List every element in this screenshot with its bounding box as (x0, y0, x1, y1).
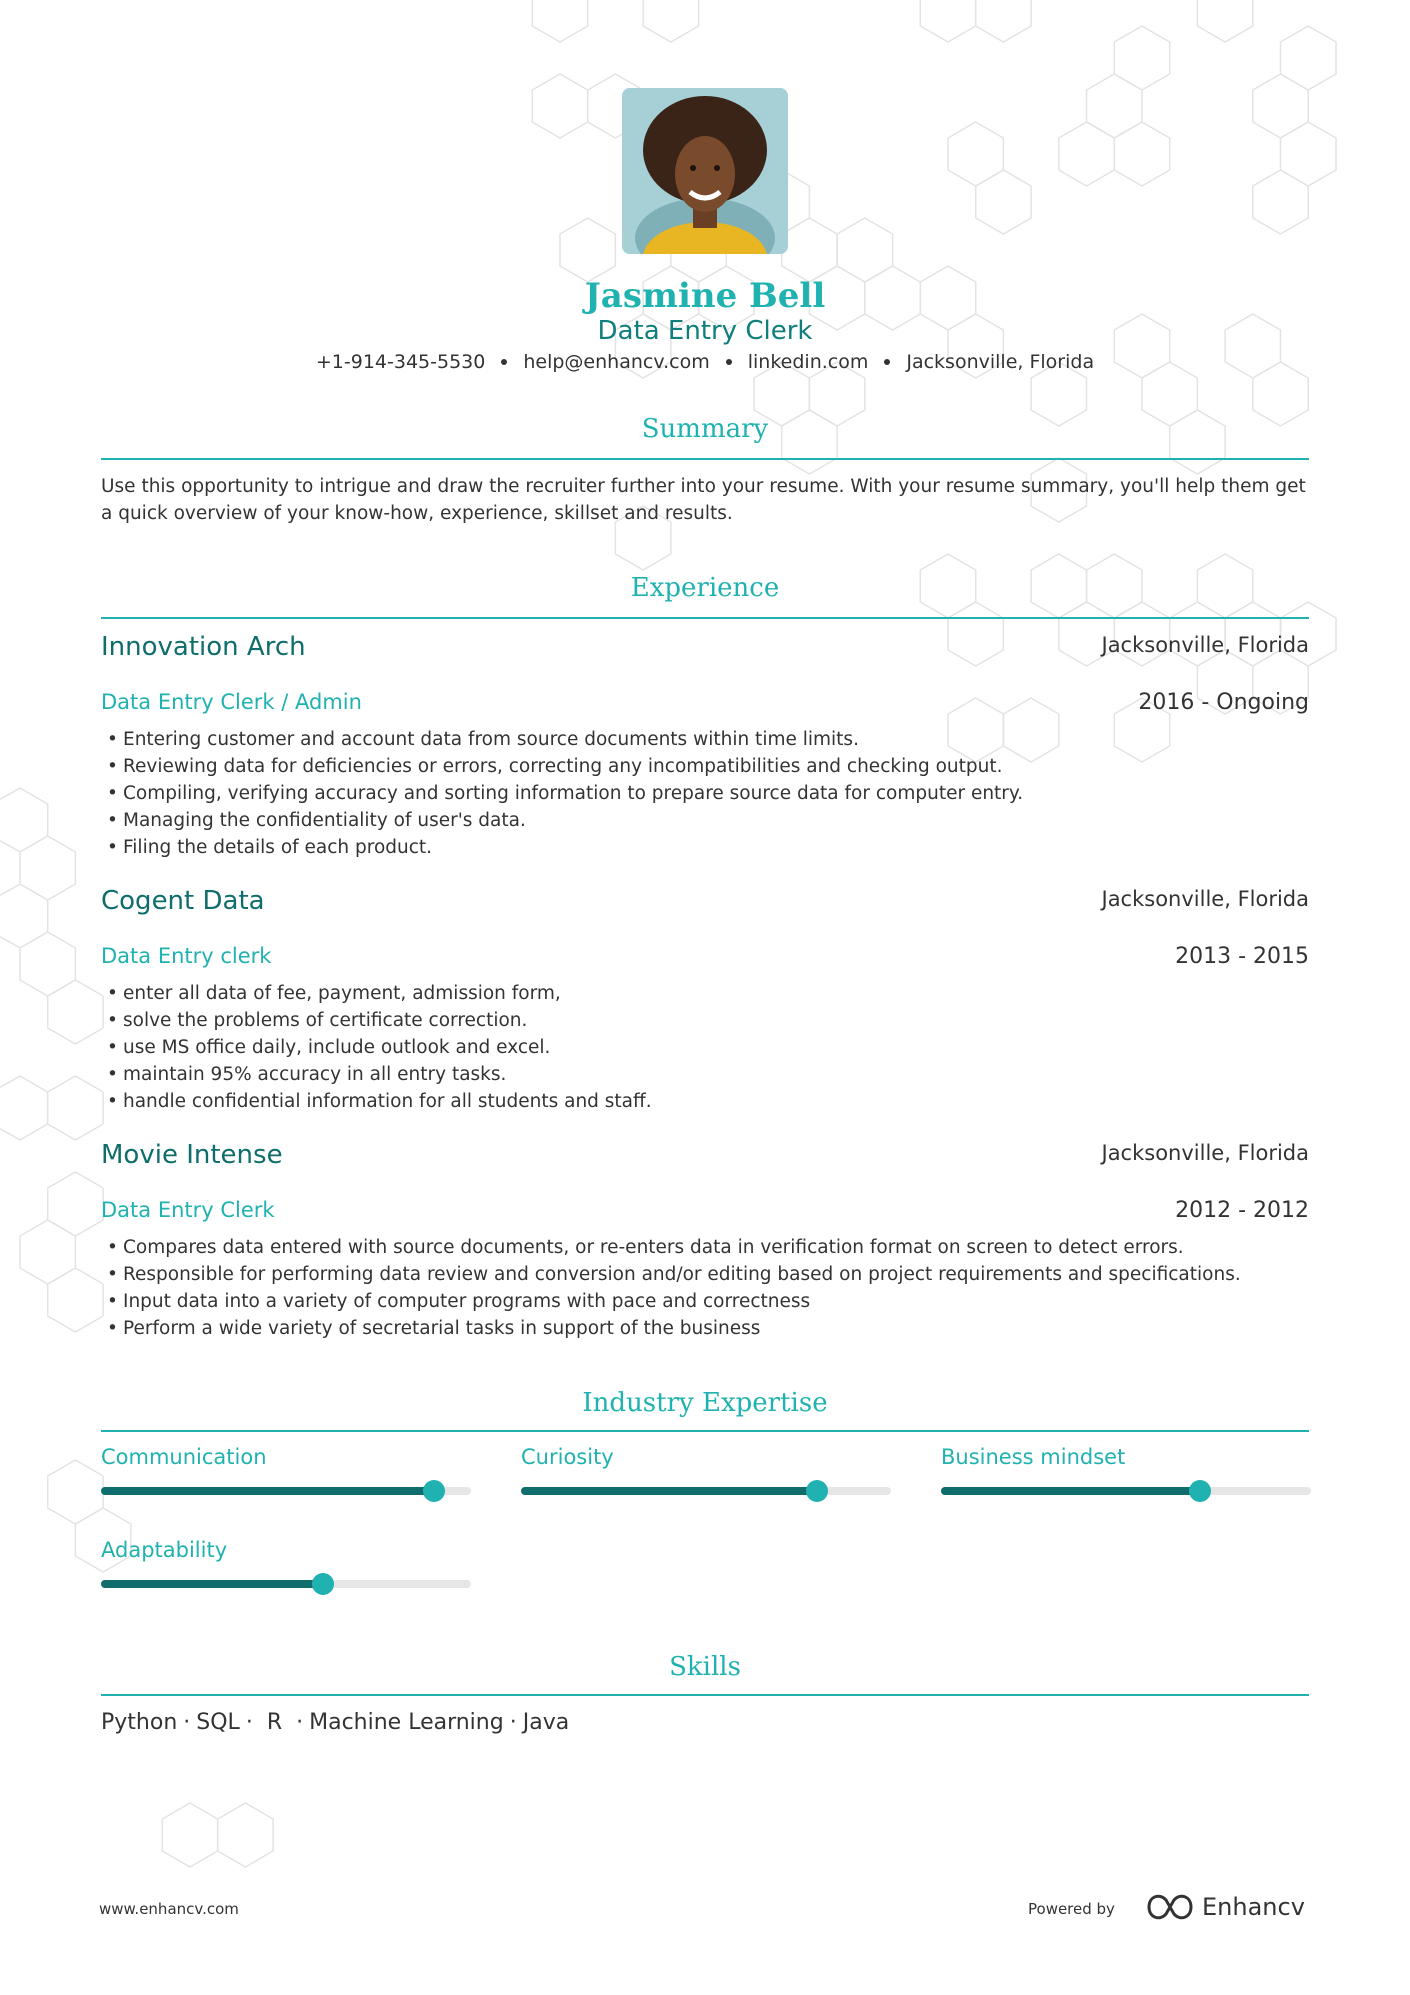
job-location: Jacksonville, Florida (1101, 1141, 1309, 1165)
skill-tag: SQL (196, 1710, 240, 1735)
list-item: • Managing the confidentiality of user's data. (101, 807, 1301, 834)
job-company: Innovation Arch (101, 632, 306, 662)
list-item: • Reviewing data for deficiencies or errors, correcting any incompatibilities and checking output. (101, 753, 1301, 780)
list-item: • Compiling, verifying accuracy and sorting information to prepare source data for computer entry. (101, 780, 1301, 807)
job-location: Jacksonville, Florida (1101, 887, 1309, 911)
expertise-item (101, 1445, 471, 1495)
expertise-knob (1189, 1480, 1211, 1502)
list-item: • maintain 95% accuracy in all entry tasks. (101, 1061, 1301, 1088)
expertise-knob (423, 1480, 445, 1502)
list-item: • use MS office daily, include outlook and excel. (101, 1034, 1301, 1061)
email[interactable]: help@enhancv.com (523, 351, 710, 373)
list-item: • handle confidential information for all students and staff. (101, 1088, 1301, 1115)
separator: · (183, 1710, 191, 1735)
powered-by-label: Powered by (1028, 1900, 1115, 1918)
footer-url[interactable]: www.enhancv.com (99, 1900, 239, 1918)
job-dates: 2016 - Ongoing (1138, 690, 1309, 715)
expertise-knob (806, 1480, 828, 1502)
job-role: Data Entry clerk (101, 944, 272, 968)
linkedin[interactable]: linkedin.com (747, 351, 869, 373)
job-role: Data Entry Clerk (101, 1198, 275, 1222)
separator: · (296, 1710, 304, 1735)
brand-logo[interactable] (1146, 1893, 1305, 1921)
contact-line (0, 351, 1410, 373)
section-divider (101, 458, 1309, 460)
experience-heading: Experience (630, 573, 780, 603)
skill-tag: Python (101, 1710, 178, 1735)
skills-list (101, 1710, 569, 1735)
expertise-fill (101, 1580, 323, 1588)
job-dates: 2013 - 2015 (1175, 944, 1309, 969)
expertise-fill (521, 1487, 817, 1495)
expertise-fill (941, 1487, 1200, 1495)
avatar (622, 88, 788, 254)
phone: +1-914-345-5530 (315, 351, 486, 373)
expertise-item (941, 1445, 1311, 1495)
candidate-name: Jasmine Bell (584, 276, 826, 316)
expertise-heading: Industry Expertise (582, 1388, 828, 1418)
location: Jacksonville, Florida (906, 351, 1095, 373)
list-item: • Filing the details of each product. (101, 834, 1301, 861)
job-company: Cogent Data (101, 886, 265, 916)
expertise-bar (521, 1487, 891, 1495)
list-item: • Responsible for performing data review and conversion and/or editing based on project requirements and specifications. (101, 1261, 1301, 1288)
expertise-item (101, 1538, 471, 1588)
expertise-knob (312, 1573, 334, 1595)
expertise-bar (941, 1487, 1311, 1495)
job-bullets (101, 980, 1301, 1115)
job-location: Jacksonville, Florida (1101, 633, 1309, 657)
separator: · (509, 1710, 517, 1735)
expertise-fill (101, 1487, 434, 1495)
summary-heading: Summary (641, 414, 769, 444)
bullet-separator (501, 359, 507, 365)
separator: · (245, 1710, 253, 1735)
job-role: Data Entry Clerk / Admin (101, 690, 362, 714)
list-item: • Perform a wide variety of secretarial tasks in support of the business (101, 1315, 1301, 1342)
list-item: • Compares data entered with source documents, or re-enters data in verification format on screen to detect errors. (101, 1234, 1301, 1261)
list-item: • enter all data of fee, payment, admission form, (101, 980, 1301, 1007)
skill-tag: R (266, 1710, 283, 1735)
expertise-label: Business mindset (941, 1445, 1126, 1469)
skill-tag: Machine Learning (309, 1710, 504, 1735)
expertise-label: Curiosity (521, 1445, 614, 1469)
job-company: Movie Intense (101, 1140, 283, 1170)
profile-photo (622, 88, 788, 254)
expertise-bar (101, 1580, 471, 1588)
enhancv-logo-icon (1146, 1894, 1194, 1920)
bullet-separator (884, 359, 890, 365)
list-item: • solve the problems of certificate correction. (101, 1007, 1301, 1034)
brand-name: Enhancv (1202, 1893, 1305, 1921)
expertise-item (521, 1445, 891, 1495)
skills-heading: Skills (669, 1652, 741, 1682)
section-divider (101, 1694, 1309, 1696)
candidate-title: Data Entry Clerk (597, 316, 813, 346)
expertise-bar (101, 1487, 471, 1495)
section-divider (101, 617, 1309, 619)
job-dates: 2012 - 2012 (1175, 1198, 1309, 1223)
job-bullets (101, 1234, 1301, 1342)
bullet-separator (726, 359, 732, 365)
skill-tag: Java (522, 1710, 570, 1735)
section-divider (101, 1430, 1309, 1432)
list-item: • Input data into a variety of computer programs with pace and correctness (101, 1288, 1301, 1315)
summary-text: Use this opportunity to intrigue and draw the recruiter further into your resume. With your resume summary, you'll help them get a quick overview of your know-how, experience, skillset and results. (101, 476, 1306, 524)
job-bullets (101, 726, 1301, 861)
expertise-label: Communication (101, 1445, 267, 1469)
list-item: • Entering customer and account data from source documents within time limits. (101, 726, 1301, 753)
expertise-label: Adaptability (101, 1538, 228, 1562)
